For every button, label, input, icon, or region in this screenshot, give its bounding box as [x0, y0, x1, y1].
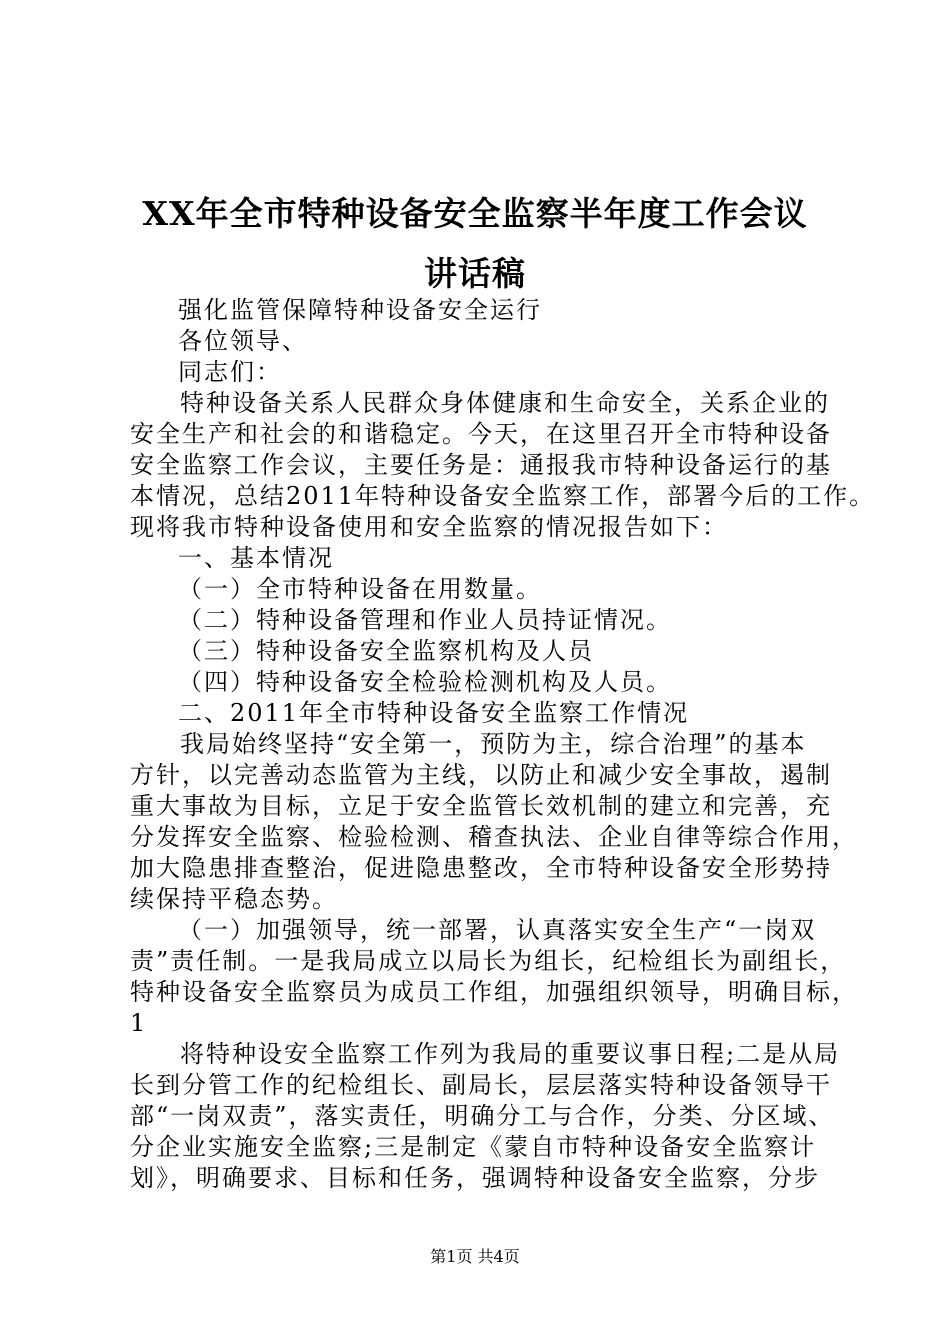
- body-line: 同志们：: [178, 358, 282, 386]
- body-line: 一、基本情况: [178, 544, 334, 572]
- body-line: 重大事故为目标，立足于安全监管长效机制的建立和完善，充: [130, 792, 832, 820]
- body-line: 安全监察工作会议，主要任务是：通报我市特种设备运行的基: [130, 451, 832, 479]
- body-line: 续保持平稳态势。: [130, 885, 338, 913]
- body-line: 将特种设安全监察工作列为我局的重要议事日程;二是从局: [180, 1040, 841, 1068]
- body-line: 加大隐患排查整治，促进隐患整改，全市特种设备安全形势持: [130, 854, 832, 882]
- body-line: 特种设备安全监察员为成员工作组，加强组织领导，明确目标，: [130, 978, 858, 1006]
- body-line: （一）全市特种设备在用数量。: [178, 575, 542, 603]
- body-line: 现将我市特种设备使用和安全监察的情况报告如下：: [130, 513, 728, 541]
- body-line: 我局始终坚持“安全第一，预防为主，综合治理”的基本: [180, 730, 807, 758]
- document-title-line2: 讲话稿: [424, 254, 526, 293]
- body-line: 各位领导、: [178, 327, 308, 355]
- body-line: 特种设备关系人民群众身体健康和生命安全，关系企业的: [180, 389, 830, 417]
- body-line: 本情况，总结2011年特种设备安全监察工作，部署今后的工作。: [130, 482, 876, 510]
- body-line: 责”责任制。一是我局成立以局长为组长，纪检组长为副组长，: [130, 947, 847, 975]
- body-line: （四）特种设备安全检验检测机构及人员。: [178, 668, 672, 696]
- body-line: 二、2011年全市特种设备安全监察工作情况: [178, 699, 690, 727]
- page-footer: 第1页 共4页: [430, 1247, 520, 1266]
- body-line: 分发挥安全监察、检验检测、稽查执法、企业自律等综合作用，: [130, 823, 858, 851]
- body-line: 方针，以完善动态监管为主线，以防止和减少安全事故，遏制: [130, 761, 832, 789]
- body-line: 强化监管保障特种设备安全运行: [178, 296, 542, 324]
- body-line: 分企业实施安全监察;三是制定《蒙自市特种设备安全监察计: [130, 1133, 817, 1161]
- body-line: 安全生产和社会的和谐稳定。今天，在这里召开全市特种设备: [130, 420, 832, 448]
- body-line: 部“一岗双责”，落实责任，明确分工与合作，分类、分区域、: [130, 1102, 835, 1130]
- body-line: 划》，明确要求、目标和任务，强调特种设备安全监察，分步: [130, 1164, 820, 1192]
- body-line: （二）特种设备管理和作业人员持证情况。: [178, 606, 672, 634]
- document-body: [130, 295, 876, 1194]
- body-line: （一）加强领导，统一部署，认真落实安全生产“一岗双: [178, 916, 817, 944]
- document-title-line1: XX年全市特种设备安全监察半年度工作会议: [142, 194, 808, 233]
- body-line: （三）特种设备安全监察机构及人员: [178, 637, 594, 665]
- body-line: 1: [130, 1009, 148, 1037]
- body-line: 长到分管工作的纪检组长、副局长，层层落实特种设备领导干: [130, 1071, 832, 1099]
